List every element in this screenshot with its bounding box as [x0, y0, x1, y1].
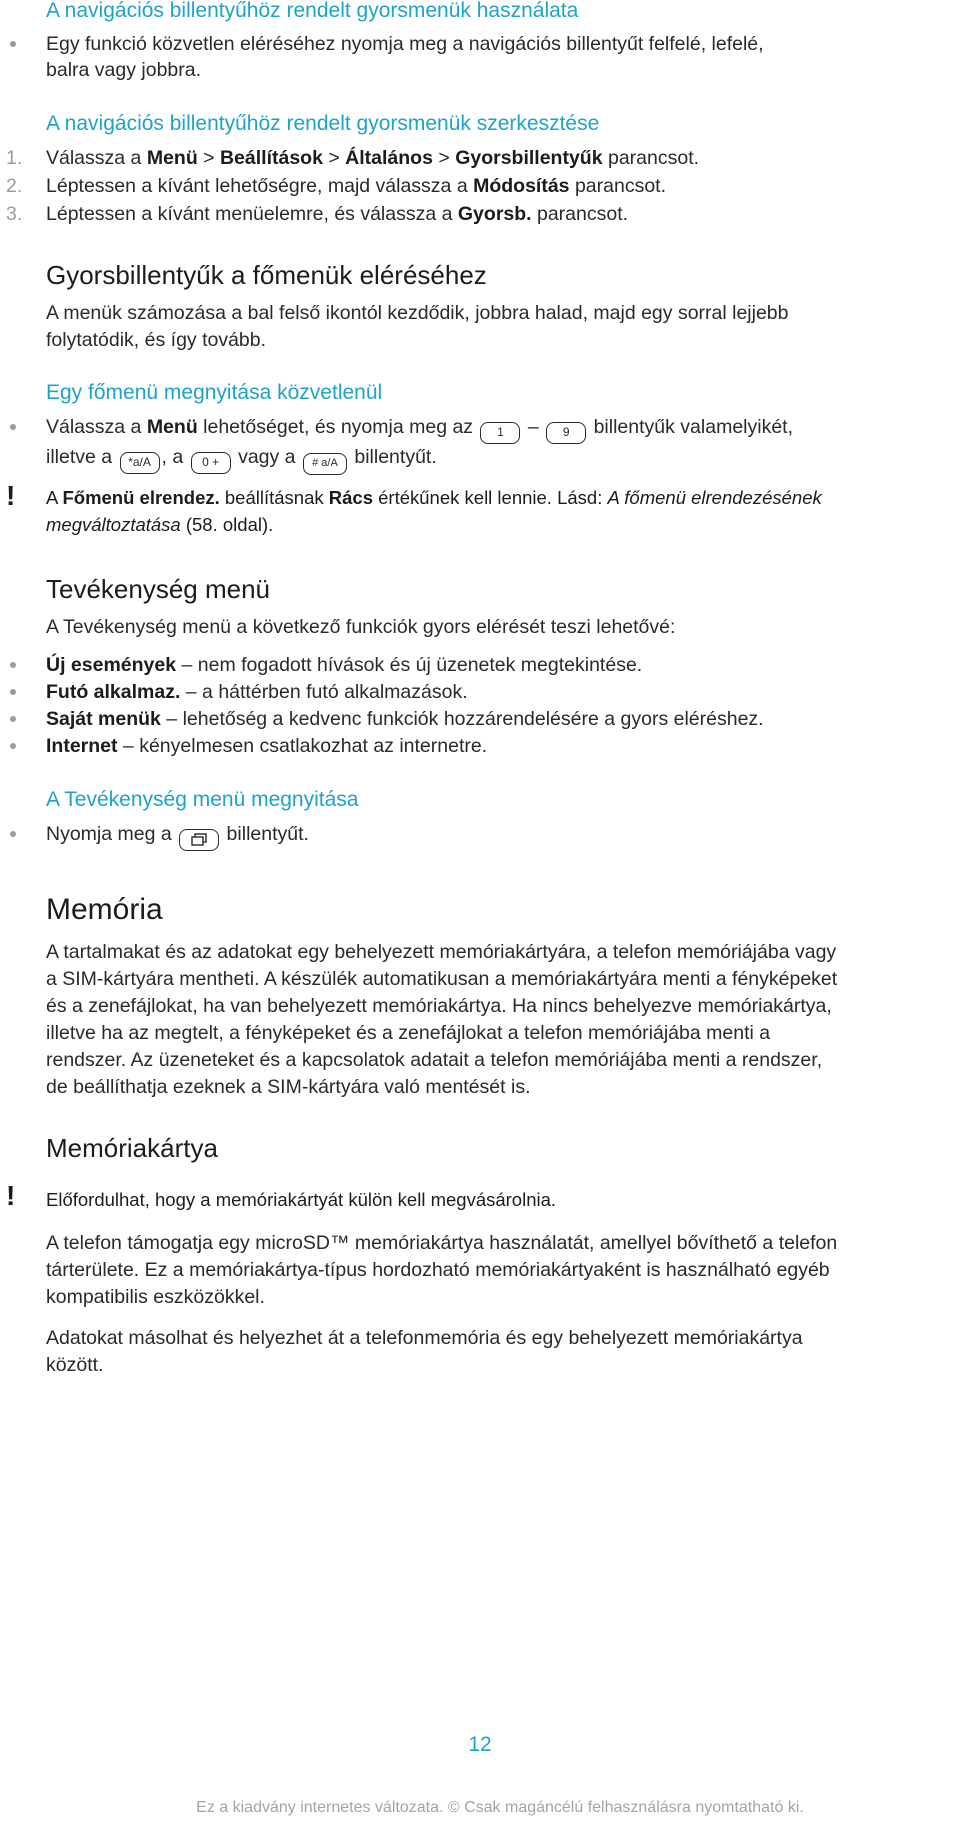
paragraph-line: Egy funkció közvetlen eléréséhez nyomja meg a navigációs billentyűt felfelé, lefelé,: [46, 33, 764, 55]
page-number: 12: [468, 1733, 492, 1756]
warning-icon: !: [6, 1180, 16, 1211]
step-2: Léptessen a kívánt lehetőségre, majd válassza a Módosítás parancsot.: [46, 175, 667, 197]
key-hash-icon: # a/A: [303, 453, 347, 475]
step-3: Léptessen a kívánt menüelemre, és válassza a Gyorsb. parancsot.: [46, 203, 629, 225]
paragraph-line: rendszer. Az üzeneteket és a kapcsolatok adatait a telefon memóriájába menti a rendszer,: [46, 1049, 823, 1071]
bullet: [10, 424, 16, 430]
list-item: Saját menük – lehetőség a kedvenc funkciók hozzárendelésére a gyors eléréshez.: [46, 708, 764, 730]
heading-memory: Memória: [46, 893, 163, 926]
heading-shortcut-keys-main-menus: Gyorsbillentyűk a főmenük eléréséhez: [46, 260, 487, 290]
bullet: [10, 716, 16, 722]
heading-memory-card: Memóriakártya: [46, 1133, 218, 1163]
list-item: Új események – nem fogadott hívások és új üzenetek megtekintése.: [46, 654, 643, 676]
key-star-icon: *a/A: [120, 452, 160, 474]
warning-icon: !: [6, 480, 16, 511]
key-1-icon: 1: [480, 422, 520, 444]
paragraph-line: A Tevékenység menü a következő funkciók gyors elérését teszi lehetővé:: [46, 616, 676, 638]
note-memory-card-purchase: Előfordulhat, hogy a memóriakártyát külön kell megvásárolnia.: [46, 1189, 557, 1210]
note-main-menu-layout-line2: megváltoztatása (58. oldal).: [46, 514, 274, 535]
key-9-icon: 9: [546, 422, 586, 444]
paragraph-line: a SIM-kártyára mentheti. A készülék automatikusan a memóriakártyára menti a fényképeket: [46, 968, 838, 990]
bullet: [10, 41, 16, 47]
bullet: [10, 689, 16, 695]
section-title-nav-shortcuts-use: A navigációs billentyűhöz rendelt gyorsmenük használata: [46, 0, 579, 22]
note-main-menu-layout: A Főmenü elrendez. beállításnak Rács értékűnek kell lennie. Lásd: A főmenü elrendezésének: [46, 487, 822, 508]
key-0-icon: 0 +: [191, 452, 231, 474]
paragraph-line: között.: [46, 1354, 104, 1376]
section-title-open-main-menu: Egy főmenü megnyitása közvetlenül: [46, 381, 383, 404]
step-number: 2.: [6, 175, 23, 197]
paragraph-line: Adatokat másolhat és helyezhet át a telefonmemória és egy behelyezett memóriakártya: [46, 1327, 803, 1349]
paragraph-line: tárterülete. Ez a memóriakártya-típus hordozható memóriakártyaként is használható egyéb: [46, 1259, 830, 1281]
heading-activity-menu: Tevékenység menü: [46, 574, 271, 604]
step-number: 1.: [6, 147, 23, 169]
paragraph-line: és a zenefájlokat, ha van behelyezett memóriakártya. Ha nincs behelyezve memóriakártya,: [46, 995, 832, 1017]
paragraph-line: illetve ha az megtelt, a fényképeket és a zenefájlokat a telefon memóriájába menti a: [46, 1022, 771, 1044]
open-menu-instruction-line2: illetve a *a/A , a 0 + vagy a # a/A billentyűt.: [46, 444, 437, 475]
paragraph-line: balra vagy jobbra.: [46, 59, 202, 81]
footer-note: Ez a kiadvány internetes változata. © Csak magáncélú felhasználásra nyomtatható ki.: [196, 1799, 804, 1816]
bullet: [10, 662, 16, 668]
list-item: Internet – kényelmesen csatlakozhat az internetre.: [46, 735, 488, 757]
list-item: Futó alkalmaz. – a háttérben futó alkalmazások.: [46, 681, 468, 703]
paragraph-line: A telefon támogatja egy microSD™ memóriakártya használatát, amellyel bővíthető a telefon: [46, 1232, 838, 1254]
step-number: 3.: [6, 203, 23, 225]
paragraph-line: de beállíthatja ezeknek a SIM-kártyára való mentését is.: [46, 1076, 531, 1098]
bullet: [10, 743, 16, 749]
activity-key-icon: [179, 829, 219, 851]
step-1: Válassza a Menü > Beállítások > Általános > Gyorsbillentyűk parancsot.: [46, 147, 700, 169]
open-menu-instruction-line1: Válassza a Menü lehetőséget, és nyomja meg az 1 – 9 billentyűk valamelyikét,: [46, 414, 793, 444]
paragraph-line: folytatódik, és így tovább.: [46, 329, 267, 351]
bullet: [10, 831, 16, 837]
paragraph-line: A tartalmakat és az adatokat egy behelyezett memóriakártyára, a telefon memóriájába vagy: [46, 941, 837, 963]
section-title-nav-shortcuts-edit: A navigációs billentyűhöz rendelt gyorsmenük szerkesztése: [46, 112, 600, 135]
section-title-open-activity-menu: A Tevékenység menü megnyitása: [46, 788, 359, 811]
open-activity-instruction: Nyomja meg a billentyűt.: [46, 821, 309, 851]
paragraph-line: A menük számozása a bal felső ikontól kezdődik, jobbra halad, majd egy sorral lejjebb: [46, 302, 789, 324]
paragraph-line: kompatibilis eszközökkel.: [46, 1286, 265, 1308]
